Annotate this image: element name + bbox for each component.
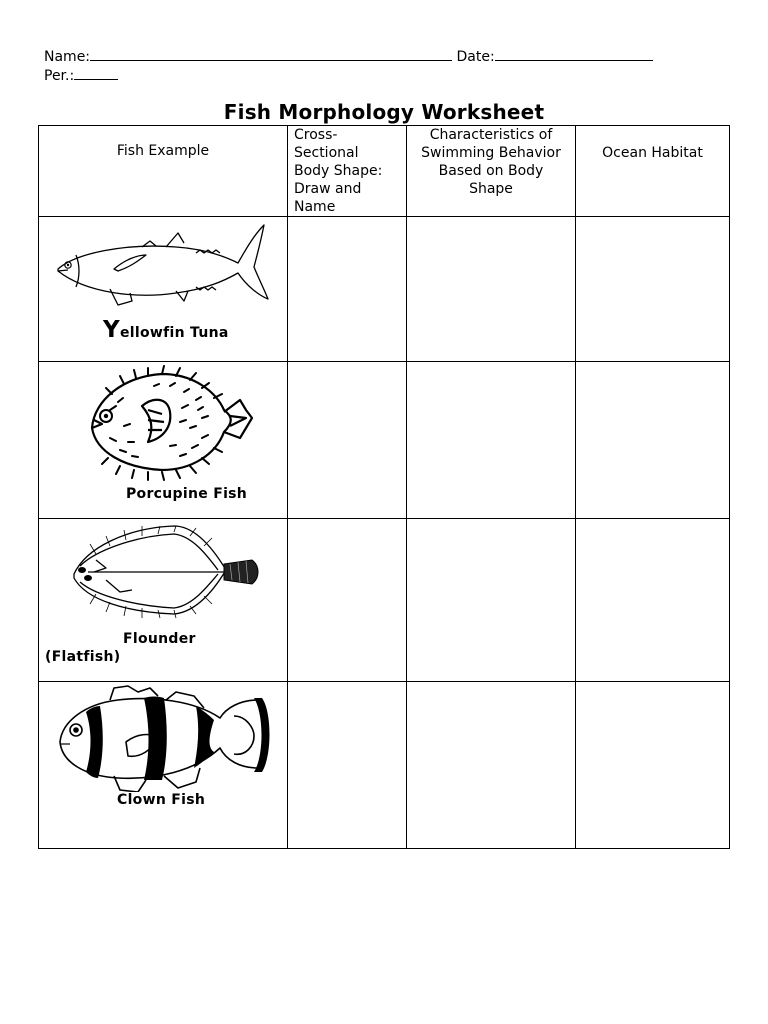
swimming-line: Shape <box>469 181 513 197</box>
tuna-label <box>103 317 229 343</box>
table-divider-2 <box>406 125 407 849</box>
clownfish-picture <box>54 682 270 812</box>
period-row <box>44 65 118 84</box>
cross-section-line: Draw and <box>294 181 362 197</box>
period-field[interactable] <box>74 65 118 80</box>
cross-section-line: Name <box>294 199 336 215</box>
tuna-picture <box>46 219 282 359</box>
swimming-line: Characteristics of <box>429 127 553 143</box>
table-border-right <box>729 125 730 849</box>
tuna-illustration <box>46 219 282 329</box>
name-field[interactable] <box>90 46 452 61</box>
flounder-label-line2: (Flatfish) <box>45 649 121 665</box>
date-label: Date: <box>456 49 495 65</box>
worksheet-title: Fish Morphology Worksheet <box>223 100 545 124</box>
table-border-bottom <box>38 848 730 849</box>
porcupine-label: Porcupine Fish <box>126 486 248 502</box>
cross-section-line: Cross- <box>294 127 338 143</box>
col-header-cross-section <box>294 126 406 216</box>
porcupine-fish-illustration <box>84 362 260 482</box>
tuna-label-initial: Y <box>103 317 120 343</box>
table-divider-3 <box>575 125 576 849</box>
clownfish-illustration <box>54 682 270 792</box>
flounder-illustration <box>66 520 262 620</box>
col-header-fish-example: Fish Example <box>116 143 210 159</box>
cross-section-line: Sectional <box>294 145 359 161</box>
porcupine-picture <box>84 362 260 516</box>
flounder-picture <box>66 520 262 647</box>
row-divider-1 <box>38 216 730 217</box>
tuna-label-rest: ellowfin Tuna <box>119 325 229 341</box>
col-header-swimming <box>407 126 575 198</box>
row-divider-3 <box>38 518 730 519</box>
flounder-label-line1: Flounder <box>123 631 196 647</box>
table-border-left <box>38 125 39 849</box>
date-field[interactable] <box>495 46 653 61</box>
header-row <box>44 46 653 65</box>
col-header-habitat: Ocean Habitat <box>602 145 703 161</box>
swimming-line: Swimming Behavior <box>421 145 561 161</box>
table-divider-1 <box>287 125 288 849</box>
name-label: Name: <box>44 49 91 65</box>
cross-section-line: Body Shape: <box>294 163 383 179</box>
period-label: Per.: <box>44 68 75 84</box>
clownfish-label: Clown Fish <box>117 792 206 808</box>
swimming-line: Based on Body <box>438 163 544 179</box>
